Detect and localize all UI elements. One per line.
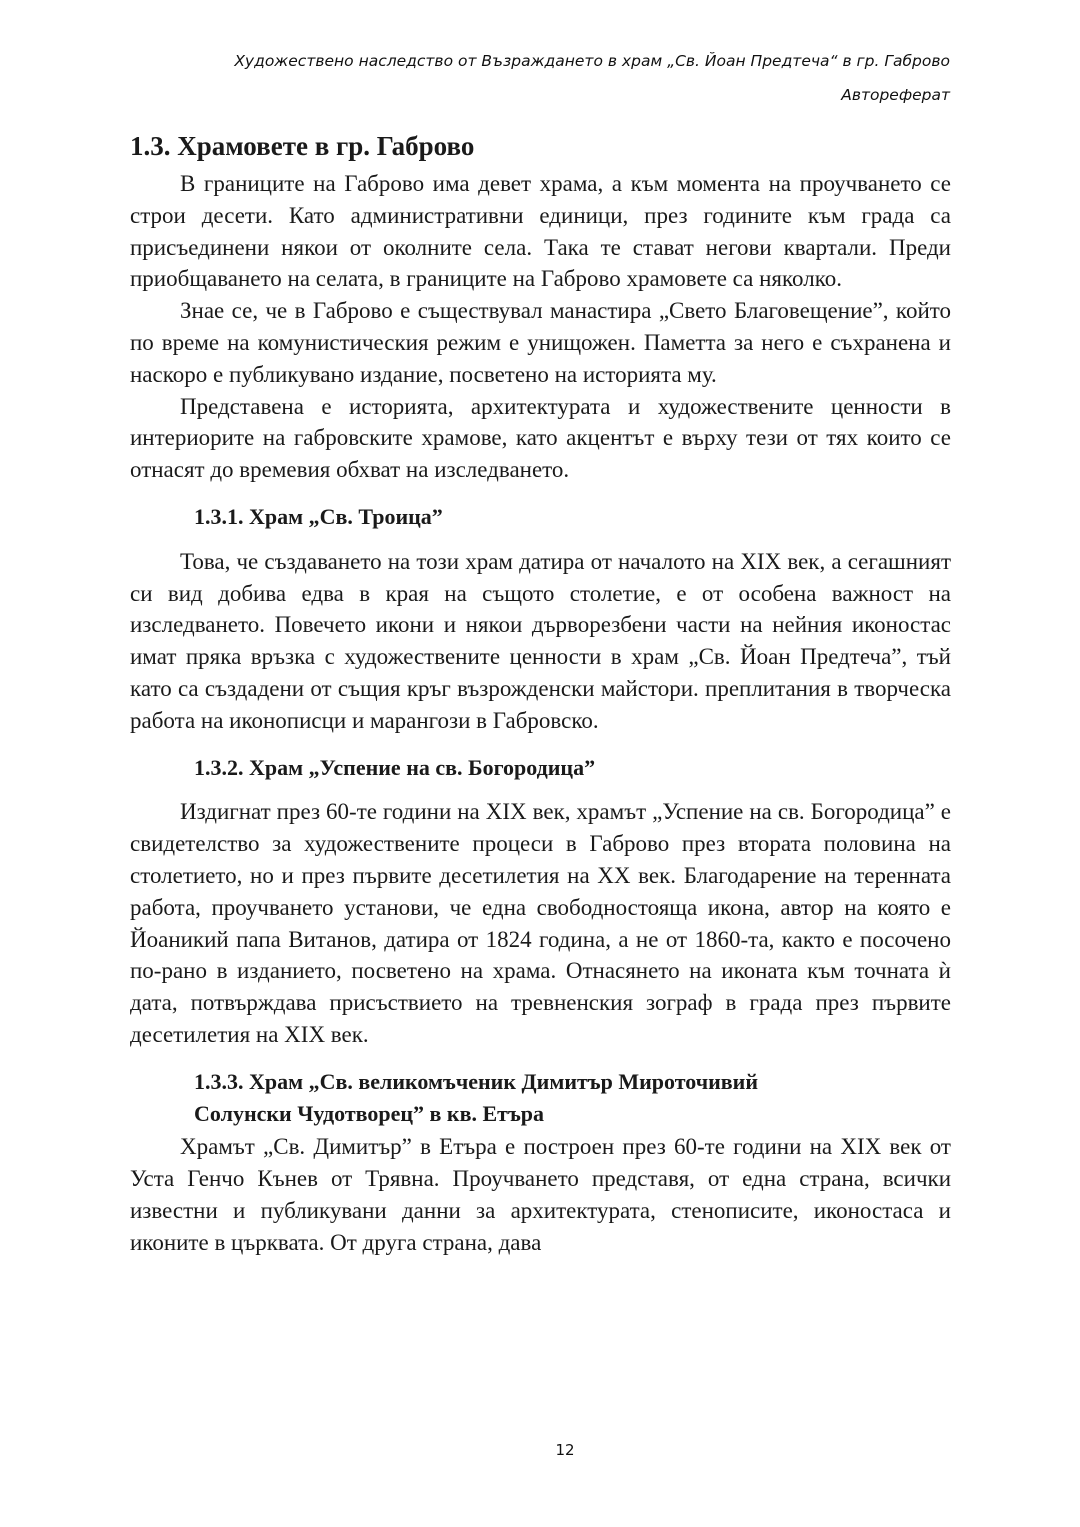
- page-body: [130, 128, 951, 1259]
- section-paragraph-3: Представена е историята, архитектурата и художествените ценности в интериорите на габровските храмове, като акцентът е върху тези от тях които се отнасят до времевия обхват на изследването.: [130, 393, 951, 483]
- running-header-title: Художествено наследство от Възраждането в храм „Св. Йоан Предтеча“ в гр. Габрово: [234, 52, 950, 70]
- page-number: 12: [555, 1441, 575, 1459]
- subsection-1-3-2-paragraph: Издигнат през 60-те години на XIX век, храмът „Успение на св. Богородица” е свидетелство за художествените процеси в Габрово през втората половина на столетието, но и през първите десетилетия на XX век. Благодарение на теренната работа, проучването установи, че една свободностояща икона, автор на която е Йоаникий папа Витанов, датира от 1824 година, а не от 1860-та, както е посочено по-рано в изданието, посветено на храма. Отнасянето на иконата към точната ѝ дата, потвърждава присъствието на тревненския зограф в града през първите десетилетия на XIX век.: [130, 799, 951, 1047]
- subsection-title-1-3-3: 1.3.3. Храм „Св. великомъченик Димитър Мироточивий Солунски Чудотворец” в кв. Етъра: [194, 1068, 759, 1126]
- subsection-title-1-3-2: 1.3.2. Храм „Успение на св. Богородица”: [194, 754, 596, 780]
- section-title: 1.3. Храмовете в гр. Габрово: [130, 131, 475, 161]
- subsection-1-3-3-paragraph: Храмът „Св. Димитър” в Етъра е построен през 60-те години на XIX век от Уста Генчо Кънев от Трявна. Проучването представя, от една страна, всички известни и публикувани данни за архитектурата, стенописите, иконостаса и иконите в църквата. От друга страна, дава: [130, 1134, 951, 1255]
- running-header-subtitle: Автореферат: [841, 86, 950, 104]
- section-paragraph-1: В границите на Габрово има девет храма, а към момента на проучването се строи десети. Като административни единици, през годините към града са присъединени някои от околните села. Така те стават негови квартали. Преди приобщаването на селата, в границите на Габрово храмовете са няколко.: [130, 171, 951, 292]
- subsection-1-3-1-paragraph: Това, че създаването на този храм датира от началото на XIX век, а сегашният си вид добива едва в края на същото столетие, е от особена важност на изследването. Повечето икони и някои дърворезбени части на нейния иконостас имат пряка връзка с художествените ценности в храм „Св. Йоан Предтеча”, тъй като са създадени от същия кръг възрожденски майстори. преплитания в творческа работа на иконописци и марангози в Габровско.: [130, 548, 951, 733]
- subsection-title-1-3-1: 1.3.1. Храм „Св. Троица”: [194, 503, 443, 529]
- section-paragraph-2: Знае се, че в Габрово е съществувал манастира „Свето Благовещение”, който по време на комунистическия режим е унищожен. Паметта за него е съхранена и наскоро е публикувано издание, посветено на историята му.: [130, 298, 951, 387]
